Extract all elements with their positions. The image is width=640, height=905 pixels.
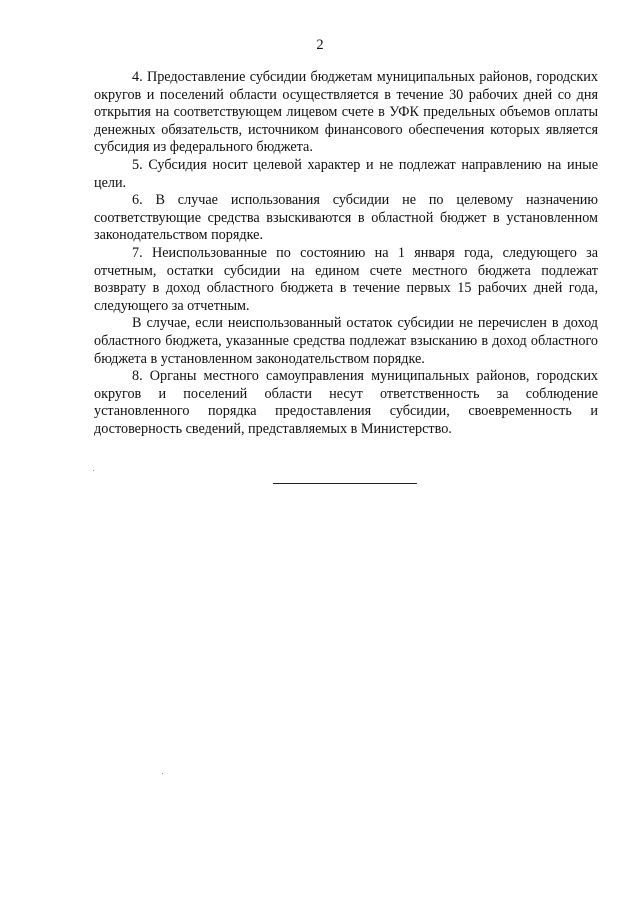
paragraph-4-subsidy-provision: 4. Предоставление субсидии бюджетам муниципальных районов, городских округов и поселений области осуществляется в течение 30 рабочих дней со дня открытия на соответствующем лицевом счете в УФК предельных объемов оплаты денежных обязательств, источником финансового обеспечения которых является субсидия из федерального бюджета.	[94, 69, 598, 156]
end-of-text-rule	[273, 483, 417, 484]
paragraph-5-targeted-purpose: 5. Субсидия носит целевой характер и не подлежат направлению на иные цели.	[94, 156, 598, 191]
paragraph-6-misuse-recovery: 6. В случае использования субсидии не по целевому назначению соответствующие средства взыскиваются в областной бюджет в установленном законодательством порядке.	[94, 192, 598, 244]
scan-speck	[162, 773, 163, 774]
document-body	[94, 69, 598, 438]
paragraph-8-responsibility: 8. Органы местного самоуправления муниципальных районов, городских округов и поселений области несут ответственность за соблюдение установленного порядка предоставления субсидии, своевременность и достоверность сведений, представляемых в Министерство.	[94, 368, 598, 437]
scan-speck	[93, 470, 94, 471]
page-number: 2	[316, 37, 324, 53]
paragraph-7-unused-balance-return: 7. Неиспользованные по состоянию на 1 января года, следующего за отчетным, остатки субсидии на едином счете местного бюджета подлежат возврату в доход областного бюджета в течение первых 15 рабочих дней года, следующего за отчетным.	[94, 244, 598, 314]
paragraph-7-non-transfer-case: В случае, если неиспользованный остаток субсидии не перечислен в доход областного бюджета, указанные средства подлежат взысканию в доход областного бюджета в установленном законодательством порядке.	[94, 315, 598, 367]
